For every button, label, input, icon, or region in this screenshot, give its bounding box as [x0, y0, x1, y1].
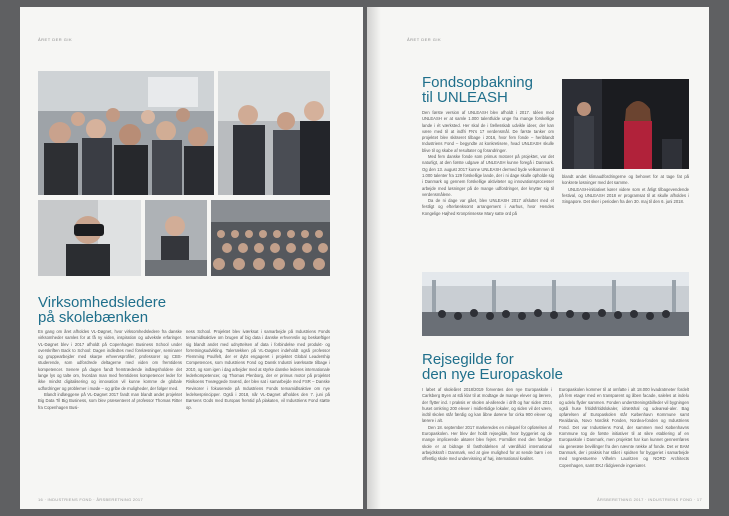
paragraph: Den 18. september 2017 markeredes en milepæl for opførelsen af Europaskolen. Her blev der holdt rejsegilde, hvor byggeriet og de mange implicerede aktører blev fejret. Formålet med den færdige skole er at bidrage til fastholdelsen af værdifuld international arbejdskraft i Danmark, ved at give mulighed for at sende børn i en offentlig skole med undervisning af høj, international kvalitet. — [422, 424, 552, 462]
paragraph: Europaskolen kommer til at omfatte i alt 18.000 kvadratmeter fordelt på fem etager med en transparent og åben facade, saleles at indelu og udelu flyder sammen. Fonden understreningsbilleder vil bygningen også huse fritidsfritidslokaler, idrætshal og udeareal-aler. Bag opførelsen af Europaskolen står København Kommune samt Realdania, Novo Nordisk Fonden, Nordea-fonden og Industriens Fond. Det var Industriens Fond, der sammen med Københavns Kommune tog de første initiativer til at sikre etablering af en Europaskole i Danmark, men projektet har kun kunnet gennemføres via generøse bevillinger fra den nævnte række af fonde. Det er BAM Danmark, der i praksis har stået i spidsen for byggeriet i samarbejde med tegnestuerne Vilhelm Lauritzen og NORD Architects Copenhagen, samt EKJ rådgivende ingeniører. — [559, 387, 689, 468]
photo-speaker — [145, 200, 207, 276]
unleash-column-2 — [562, 174, 689, 205]
europaskole-column-1 — [422, 387, 552, 463]
paragraph: UNLEASH-initiativet kører videre som et årligt tilbagevendende festival, og UNLEASH 2018 er programsat til at skulle afholdes i Singapore. Det sker i perioden fra den 30. maj til den 6. juni 2018. — [562, 186, 689, 205]
right-page-header: ÅRET DER GIK — [407, 37, 442, 42]
left-page-footer: 16 · INDUSTRIENS FOND · ÅRSBERETNING 2017 — [38, 497, 143, 502]
photo-auditorium — [211, 200, 330, 276]
left-article-title-line1: Virksomhedsledere — [38, 294, 167, 311]
photo-construction-site — [422, 272, 689, 336]
unleash-title-line1: Fondsopbakning — [422, 74, 533, 91]
paragraph: ness School. Projektet blev iværksat i samarbejde på Industriens Fonds temamidlsaktive om brugen af big data i danske erhvervsliv og beskæftiger sig blandt andet med udnyttelsen af data i forbindelse med produkt- og forretningsudvikling. Talerrækken på VL-Døgnet indeholdt også professor Flemming Poulfelt, der er dybt engageret i projektet Global Leadership Competences, som Industriens Fond og Dansk Industri iværksatte tilbage i 2010, og som igen i dag arbejder med at styrke danske lederes internationale lederkompetencer, og Thomas Plenborg, der er primus motor på projektet Risikoens Tveæggede Sværd, der blev sat i samarbejde med FSR – Danske Revisorer i fokuserede på Industriens Fonds temamidlsaktive om nye ledelsesprincipper. Også i 2018, når VL-Døgnet afholdes den 7. juni på Børsens Gods med Europas fremtid på plakaten, vil Industriens Fond støtte op. — [186, 329, 330, 410]
unleash-title — [422, 75, 533, 105]
photo-audience-lecture — [38, 71, 214, 195]
photo-crown-princess-speaking — [562, 79, 689, 169]
left-article-column-2 — [186, 329, 330, 411]
photo-people-standing — [218, 71, 330, 195]
left-article-title — [38, 295, 166, 325]
left-page — [20, 7, 363, 509]
left-article-column-1 — [38, 329, 182, 411]
left-page-header: ÅRET DER GIK — [38, 37, 73, 42]
paragraph: En gang om året afholdes VL-Døgnet, hvor virksomhedsledere fra danske virksomheder samles for at få ny viden, inspiration og udveksle erfaringer. VL-Døgnet blev i 2017 afholdt på Copenhagen Business School under overskriften Back to School: Dagen indledtes med forelæsninger, seminarer og gruppearbejder med skarpe erhvervsprofiler, professorer og CBS-studerende, som udfordrede deltagerne med viden om fremtidens kompetencer. Senere på dagen fandt fremtrædende indlægsholdere det lange lys og talte om, hvordan man med fremtidens kompetencer leder for ikke mindst digitalisering og innovation vil kunne komme de globale udfordringer og problemer i møde – og gribe de muligheder, der følger med. — [38, 329, 182, 391]
europaskole-column-2 — [559, 387, 689, 469]
europaskole-title-line2: den nye Europaskole — [422, 366, 563, 383]
right-page-footer: ÅRSBERETNING 2017 · INDUSTRIENS FOND · 17 — [597, 497, 702, 502]
unleash-title-line2: til UNLEASH — [422, 89, 508, 106]
paragraph: Blandt indlæggene på VL-Døgnet 2017 fandt man blandt andet projektet Big Data Til Big Business, som blev præsenteret af professor Thomas Ritter fra Copenhagen Busi- — [38, 391, 182, 410]
paragraph: Den første version af UNLEASH blev afholdt i 2017. Idéen med UNLEASH er at samle 1.000 talentfulde unge fra mange forskellige lande i ét værksted. Her skal de i fællesskab udvikle ideer, der kan være med til at indfri FN's 17 verdensmål. De første tanker om projektet blev skitseret tilbage i 2016, hvor fem fonde – heriblandt Industriens Fond – begyndte at konkretisere, hvad UNLEASH skulle blive til og skabe af resultater og forandringer. — [422, 110, 554, 153]
paragraph: blandt andet klimaudfordringerne og behovet for at tage fat på konkrete løsninger med det samme. — [562, 174, 689, 186]
photo-vr-headset — [38, 200, 141, 276]
page-spine-shadow — [367, 7, 381, 509]
paragraph: Med fem danske fonde som primus motorer på projektet, var det naturligt, at den første udgave af UNLEASH kunne foregå i Danmark. Og den 13. august 2017 kunne UNLEASH dermed byde velkommen til 1.000 talenter fra 129 forskellige lande, der i ni dage skulle opholde sig i Danmark og gennem forskellige aktiviteter og innovationsprocesser arbejde med løsninger på de mange udfordringer, der knytter sig til verdensmålene. — [422, 154, 554, 197]
paragraph: I løbet af skoleåret 2018/2019 forventes den nye Europaskole i Carlsberg Byen at stå klar til at modtage de mange elever og lærere, der flytter ind. I praksis er skolen al-allerede i drift og har siden 2014 huset omkring 200 elever i midlertidige lokaler, og siden vil det være, indtil skolen står færdig og kan åbne dørene for cirka 900 elever og lærere i alt. — [422, 387, 552, 424]
right-page — [367, 7, 709, 509]
europaskole-title-line1: Rejsegilde for — [422, 351, 514, 368]
unleash-column-1 — [422, 110, 554, 217]
paragraph: Da de ni dage var gået, blev UNLEASH 2017 afsluttet med et festligt og efterlænksomt arrangement i Aarhus, hvor Hendes Kongelige Højhed Kronprinsesse Mary satte ord på — [422, 198, 554, 216]
europaskole-title — [422, 352, 563, 382]
left-article-title-line2: på skolebænken — [38, 309, 149, 326]
